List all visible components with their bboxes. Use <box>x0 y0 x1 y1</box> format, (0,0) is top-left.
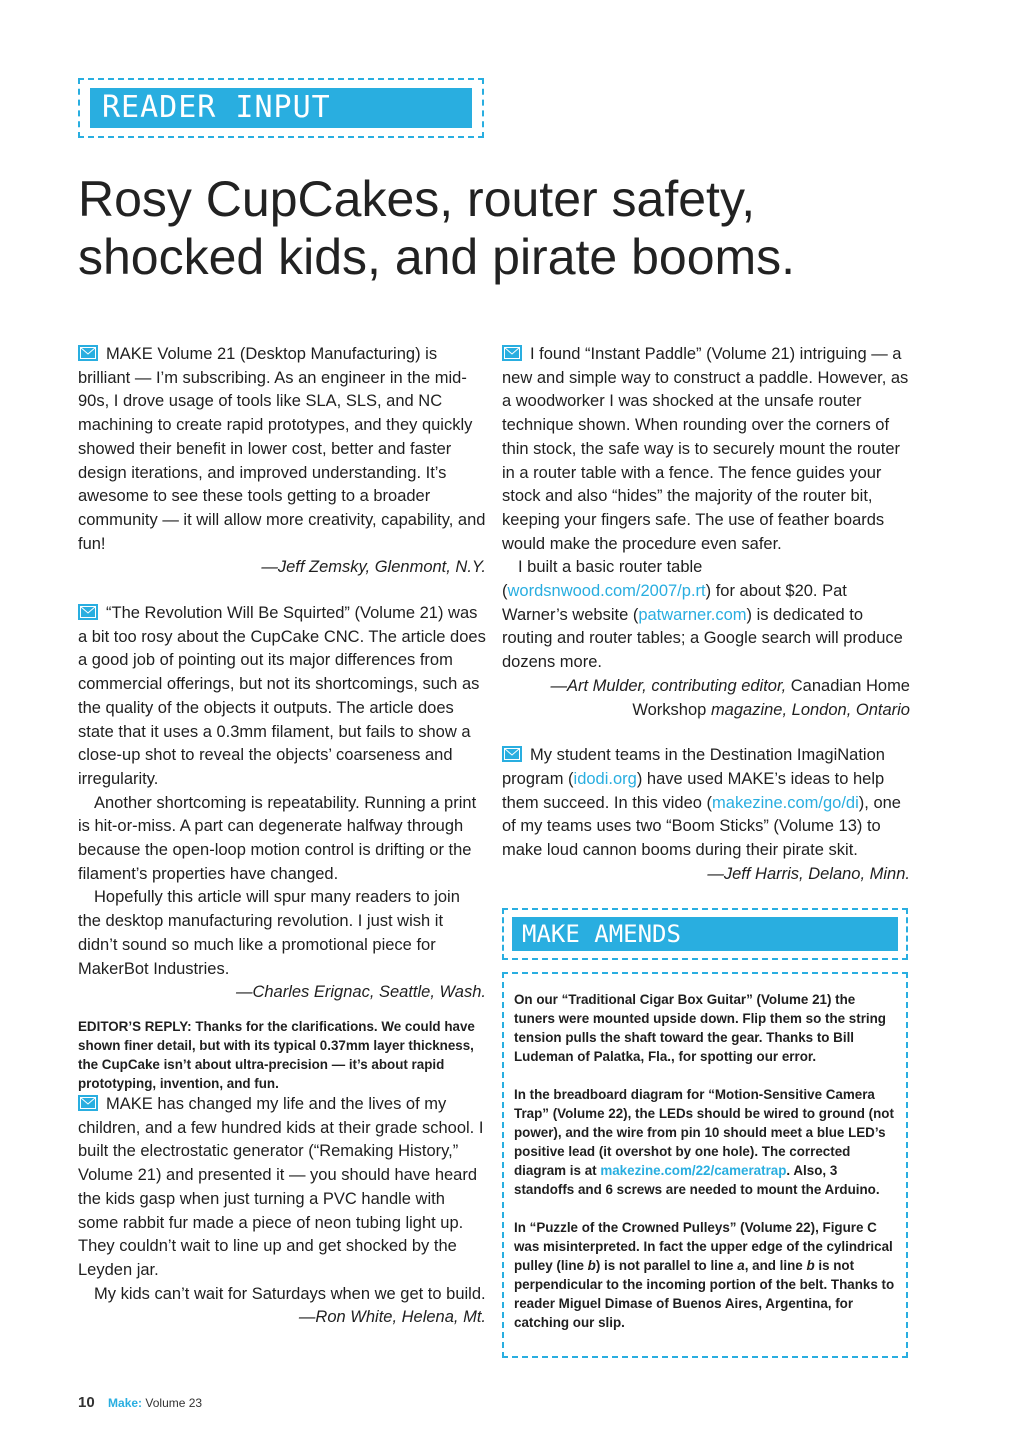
amends-text: In the breadboard diagram for “Motion-Sensitive Camera Trap” (Volume 22), the LEDs should be wired to ground (not power), and the wire from pin 10 should meet a blue LED’s positive lead (it overshot by one hole). The corrected diagram is at <box>514 1087 894 1178</box>
signature: —Jeff Harris, Delano, Minn. <box>707 864 910 883</box>
headline-line-2: shocked kids, and pirate booms. <box>78 229 796 285</box>
left-column <box>78 343 486 1330</box>
envelope-icon <box>78 1095 98 1111</box>
section-title: READER INPUT <box>90 88 472 128</box>
amends-variable: b <box>587 1258 596 1273</box>
headline-line-1: Rosy CupCakes, router safety, <box>78 171 756 227</box>
cameratrap-link[interactable]: makezine.com/22/cameratrap <box>600 1163 787 1178</box>
envelope-icon <box>78 345 98 361</box>
editor-reply: EDITOR’S REPLY: Thanks for the clarifications. We could have shown finer detail, but with its typical 0.37mm layer thickness, the CupCake isn’t about ultra-precision — it’s about rapid prototyping, invention, and fun. <box>78 1018 475 1091</box>
letter-text: “The Revolution Will Be Squirted” (Volume 21) was a bit too rosy about the CupCake CNC. The article does a good job of pointing out its major differences from commercial offerings, but not its shortcomings, such as the quality of the objects it outputs. The article does state that it uses a 0.3mm filament, but fails to show a close-up shot to reveal the objects’ coarseness and irregularity. <box>78 604 486 788</box>
page-number: 10 <box>78 1394 95 1411</box>
amends-text: . Also, 3 standoffs and 6 screws are needed to mount the Arduino. <box>514 1163 880 1197</box>
signature: —Charles Erignac, Seattle, Wash. <box>235 983 486 1002</box>
letter-paragraph: Hopefully this article will spur many readers to join the desktop manufacturing revolution. I just wish it didn’t sound so much like a promotional piece for MakerBot Industries. <box>78 888 460 978</box>
signature-name: —Art Mulder, contributing editor, <box>550 676 787 695</box>
letter-paragraph: Another shortcoming is repeatability. Running a print is hit-or-miss. A part can degenerate halfway through because the open-loop motion control is drifting or the filament’s properties have changed. <box>78 793 477 883</box>
amends-variable: a <box>737 1258 745 1273</box>
signature-publication: Canadian Home <box>790 676 910 695</box>
right-column <box>502 343 910 908</box>
patwarner-link[interactable]: patwarner.com <box>638 605 747 624</box>
letter-text: ) for about $20. Pat Warner’s website ( <box>502 582 847 624</box>
letter-paragraph <box>78 1283 486 1327</box>
amends-text: In “Puzzle of the Crowned Pulleys” (Volume 22), Figure C was misinterpreted. In fact the upper edge of the cylindrical pulley (line <box>514 1220 893 1273</box>
amends-title: MAKE AMENDS <box>512 917 898 951</box>
signature-location: magazine, London, Ontario <box>710 700 910 719</box>
section-header <box>78 78 484 138</box>
letter-mulder <box>502 343 910 722</box>
letter-text: MAKE Volume 21 (Desktop Manufacturing) is brilliant — I’m subscribing. As an engineer in the mid-90s, I drove usage of tools like SLA, SLS, and NC machining to create rapid prototypes, and they quickly showed their benefit in lower cost, better and faster design iterations, and improved understanding. It’s awesome to see these tools getting to a broader community — it will allow more creativity, capability, and fun! <box>78 345 486 553</box>
page-footer <box>78 1394 202 1411</box>
letter-erignac <box>78 602 486 1005</box>
envelope-icon <box>502 345 522 361</box>
signature: —Jeff Zemsky, Glenmont, N.Y. <box>261 558 486 577</box>
envelope-icon <box>78 604 98 620</box>
envelope-icon <box>502 746 522 762</box>
letter-text: MAKE has changed my life and the lives of my children, and a few hundred kids at their grade school. I built the electrostatic generator (“Remaking History,” Volume 21) and presented it — you should have heard the kids gasp when just turning a PVC handle with some rabbit fur made a piece of neon tubing light up. They couldn’t wait to line up and get shocked by the Leyden jar. <box>78 1094 484 1279</box>
letter-text: My kids can’t wait for Saturdays when we get to build. <box>94 1284 486 1303</box>
signature-publication: Workshop <box>632 700 707 719</box>
amends-paragraph <box>514 1218 896 1332</box>
letter-harris <box>502 744 910 886</box>
amends-text: is not perpendicular to the incoming portion of the belt. Thanks to reader Miguel Dimase of Buenos Aires, Argentina, for catching our slip. <box>514 1258 895 1330</box>
idodi-link[interactable]: idodi.org <box>573 769 637 788</box>
signature: —Ron White, Helena, Mt. <box>298 1308 486 1327</box>
amends-text: ) is not parallel to line <box>595 1258 738 1273</box>
amends-paragraph <box>514 1085 896 1199</box>
volume-label: Volume 23 <box>145 1396 203 1410</box>
letter-text: I found “Instant Paddle” (Volume 21) intriguing — a new and simple way to construct a paddle. However, as a woodworker I was shocked at the unsafe router technique shown. When rounding over the corners of thin stock, the safe way is to securely mount the router in a router table with a fence. The fence guides your stock and also “hides” the majority of the router bit, keeping your fingers safe. The use of feather boards would make the procedure even safer. <box>502 345 909 553</box>
letter-paragraph <box>502 556 910 675</box>
amends-text: , and line <box>744 1258 807 1273</box>
letter-text: ) have used MAKE’s ideas to help them succeed. In this video ( <box>502 769 885 812</box>
brand-label: Make: <box>108 1396 143 1410</box>
amends-header <box>502 908 908 960</box>
makezine-di-link[interactable]: makezine.com/go/di <box>712 793 859 812</box>
letter-text: I built a basic router table ( <box>502 558 703 601</box>
amends-variable: b <box>806 1258 815 1273</box>
letter-white <box>78 1093 486 1327</box>
amends-paragraph: On our “Traditional Cigar Box Guitar” (Volume 21) the tuners were mounted upside down. Flip them so the string tension pulls the shaft toward the gear. Thanks to Bill Ludeman of Palatka, Fla., for spotting our error. <box>514 992 886 1064</box>
letter-text: My student teams in the Destination ImagiNation program ( <box>502 746 885 788</box>
letter-text: ) is dedicated to routing and router tables; a Google search will produce dozens more. <box>502 605 903 672</box>
letter-text: ), one of my teams uses two “Boom Sticks” (Volume 13) to make loud cannon booms during their pirate skit. <box>502 793 901 860</box>
signature <box>502 675 910 722</box>
letter-zemsky <box>78 343 486 580</box>
wordsnwood-link[interactable]: wordsnwood.com/2007/p.rt <box>507 582 706 601</box>
amends-body <box>502 972 908 1358</box>
headline <box>78 170 938 286</box>
